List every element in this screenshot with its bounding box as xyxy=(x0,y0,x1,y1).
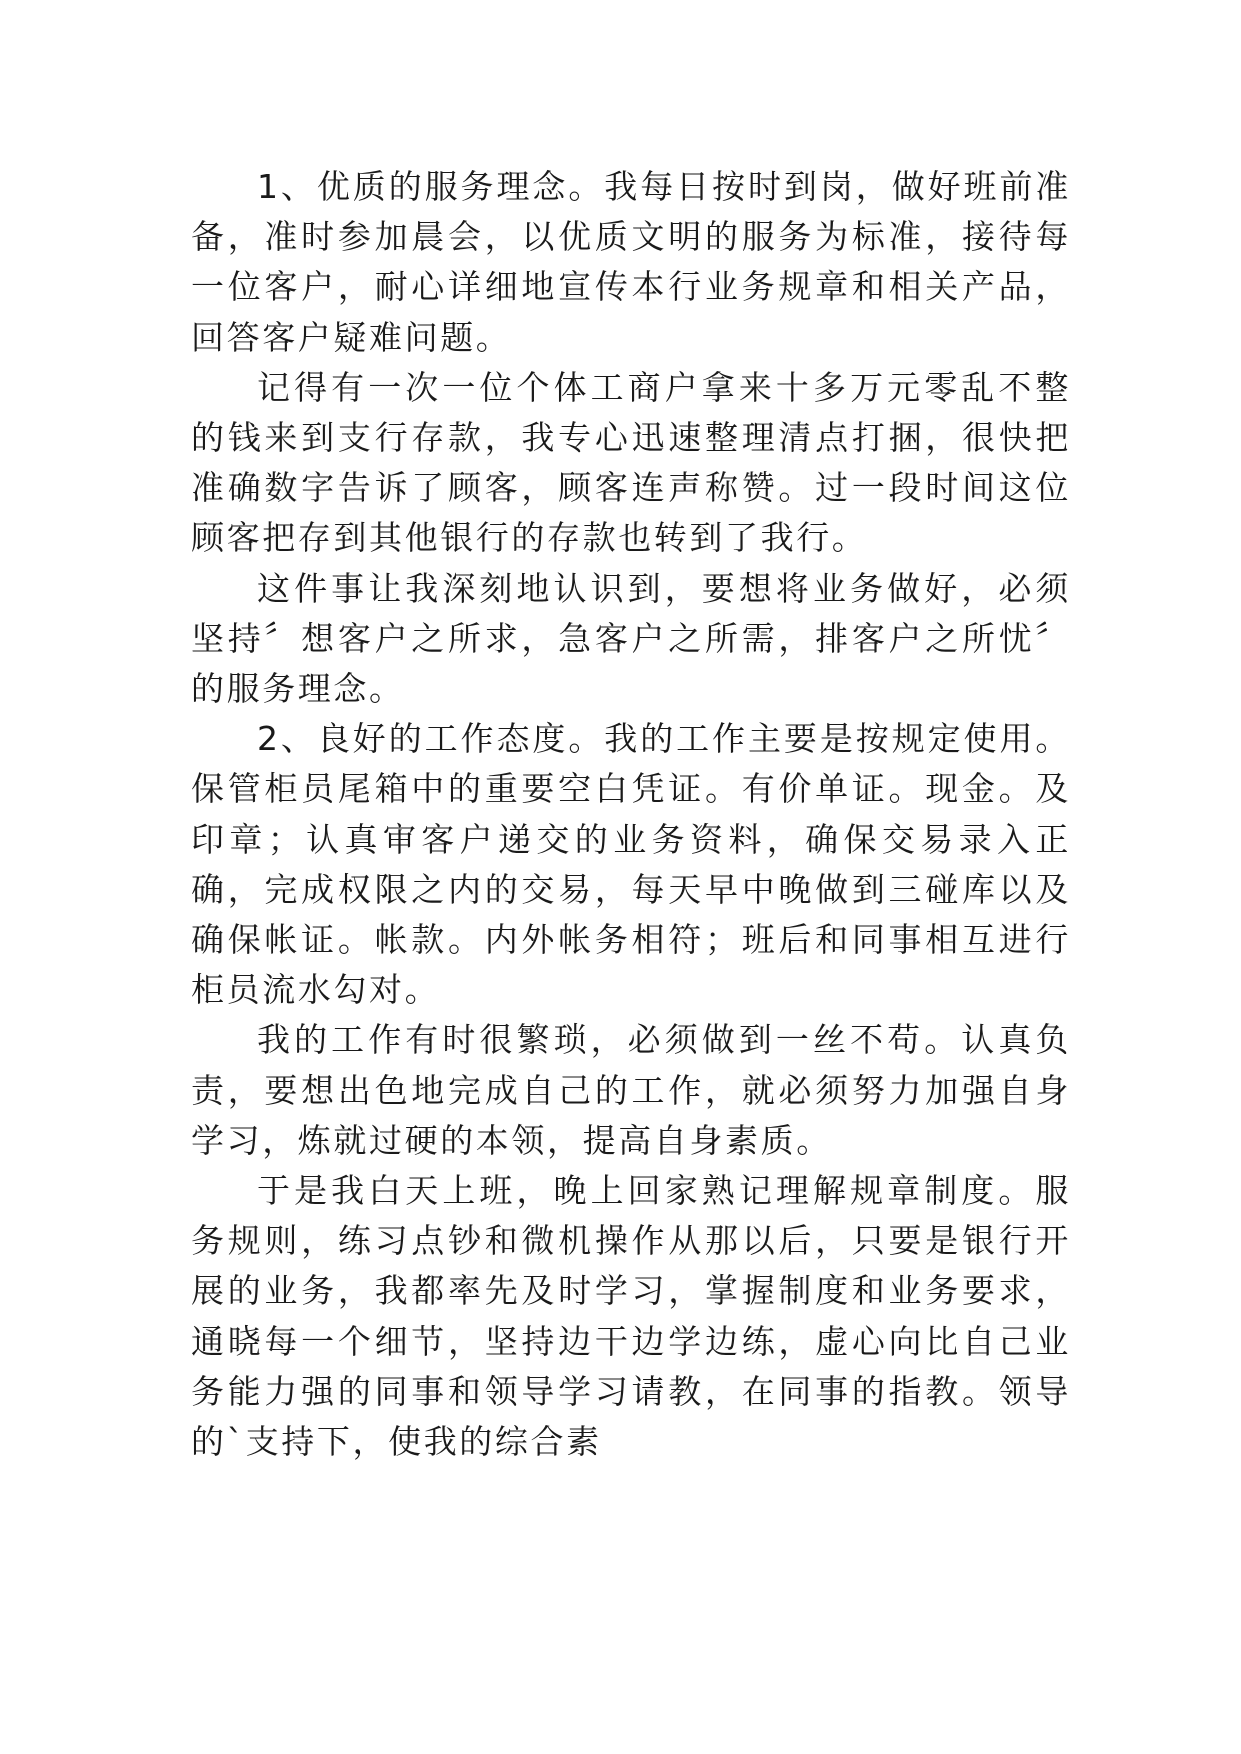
paragraph-realization: 这件事让我深刻地认识到，要想将业务做好，必须坚持〞想客户之所求，急客户之所需，排客户之所忧〞的服务理念。 xyxy=(191,568,1071,709)
paragraph-work-attitude: 2、良好的工作态度。我的工作主要是按规定使用。保管柜员尾箱中的重要空白凭证。有价单证。现金。及印章；认真审客户递交的业务资料，确保交易录入正确，完成权限之内的交易，每天早中晚做到三碰库以及确保帐证。帐款。内外帐务相符；班后和同事相互进行柜员流水勾对。 xyxy=(191,719,1071,1010)
document-body xyxy=(191,162,1071,1467)
paragraph-customer-story: 记得有一次一位个体工商户拿来十多万元零乱不整的钱来到支行存款，我专心迅速整理清点打捆，很快把准确数字告诉了顾客，顾客连声称赞。过一段时间这位顾客把存到其他银行的存款也转到了我行。 xyxy=(191,367,1071,558)
paragraph-learning: 于是我白天上班，晚上回家熟记理解规章制度。服务规则，练习点钞和微机操作从那以后，只要是银行开展的业务，我都率先及时学习，掌握制度和业务要求，通晓每一个细节，坚持边干边学边练，虚心向比自己业务能力强的同事和领导学习请教，在同事的指教。领导的`支持下，使我的综合素 xyxy=(191,1171,1071,1462)
paragraph-diligence: 我的工作有时很繁琐，必须做到一丝不苟。认真负责，要想出色地完成自己的工作，就必须努力加强自身学习，炼就过硬的本领，提高自身素质。 xyxy=(191,1020,1071,1160)
paragraph-service-concept: 1、优质的服务理念。我每日按时到岗，做好班前准备，准时参加晨会，以优质文明的服务为标准，接待每一位客户，耐心详细地宣传本行业务规章和相关产品，回答客户疑难问题。 xyxy=(191,167,1071,357)
